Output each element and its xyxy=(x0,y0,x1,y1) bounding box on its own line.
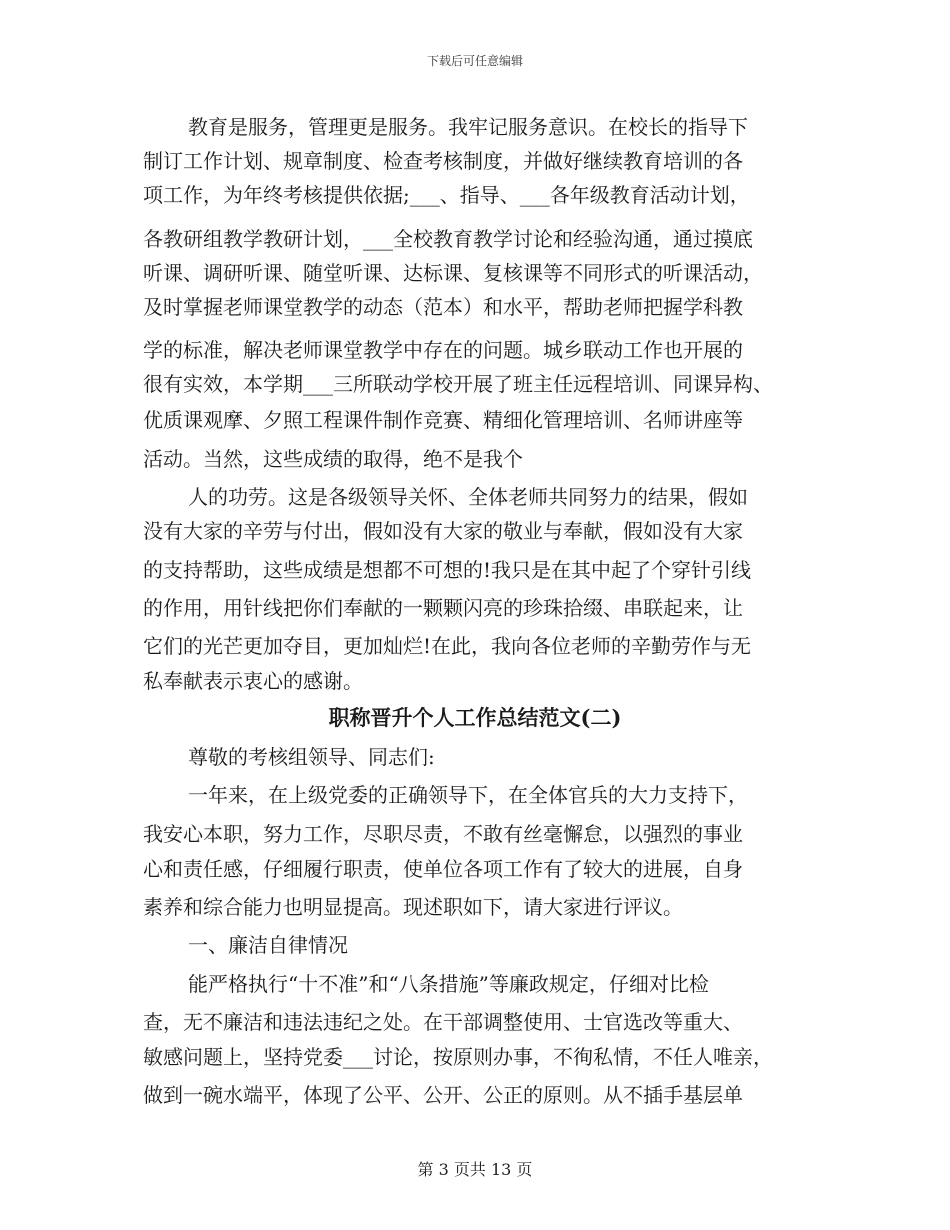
text-line: 敏感问题上，坚持党委___讨论，按原则办事，不徇私情，不任人唯亲， xyxy=(143,1045,773,1069)
section-title: 职称晋升个人工作总结范文(二) xyxy=(328,705,622,730)
text-line: 项工作，为年终考核提供依据;___、指导、___各年级教育活动计划， xyxy=(143,183,750,207)
text-line: 做到一碗水端平，体现了公平、公开、公正的原则。从不插手基层单 xyxy=(143,1083,743,1107)
page-header: 下载后可任意编辑 xyxy=(426,54,523,68)
text-line: 活动。当然，这些成绩的取得，绝不是我个 xyxy=(143,447,523,471)
text-line: 一年来，在上级党委的正确领导下，在全体官兵的大力支持下， xyxy=(188,783,748,807)
text-line: 听课、调研听课、随堂听课、达标课、复核课等不同形式的听课活动， xyxy=(143,261,763,285)
text-line: 查，无不廉洁和违法违纪之处。在干部调整使用、士官选改等重大、 xyxy=(143,1010,743,1034)
text-line: 制订工作计划、规章制度、检查考核制度，并做好继续教育培训的各 xyxy=(143,149,743,173)
text-line: 素养和综合能力也明显提高。现述职如下，请大家进行评议。 xyxy=(143,895,683,919)
text-line: 及时掌握老师课堂教学的动态（范本）和水平，帮助老师把握学科教 xyxy=(143,295,743,319)
text-line: 没有大家的辛劳与付出，假如没有大家的敬业与奉献，假如没有大家 xyxy=(143,519,743,543)
text-line: 我安心本职，努力工作，尽职尽责，不敢有丝毫懈怠，以强烈的事业 xyxy=(143,822,743,846)
text-line: 学的标准，解决老师课堂教学中存在的问题。城乡联动工作也开展的 xyxy=(143,338,743,362)
text-line: 很有实效，本学期___三所联动学校开展了班主任远程培训、同课异构、 xyxy=(143,372,773,396)
text-line: 私奉献表示衷心的感谢。 xyxy=(143,669,363,693)
text-line: 人的功劳。这是各级领导关怀、全体老师共同努力的结果，假如 xyxy=(188,485,748,509)
text-line: 的支持帮助，这些成绩是想都不可想的!我只是在其中起了个穿针引线 xyxy=(143,558,752,582)
text-line: 优质课观摩、夕照工程课件制作竞赛、精细化管理培训、名师讲座等 xyxy=(143,408,743,432)
subheading: 一、廉洁自律情况 xyxy=(188,933,348,957)
text-line: 的作用，用针线把你们奉献的一颗颗闪亮的珍珠拾缀、串联起来，让 xyxy=(143,596,743,620)
text-line: 教育是服务，管理更是服务。我牢记服务意识。在校长的指导下 xyxy=(188,115,748,139)
text-line: 心和责任感，仔细履行职责，使单位各项工作有了较大的进展，自身 xyxy=(143,857,743,881)
text-line: 能严格执行“十不准”和“八条措施”等廉政规定，仔细对比检 xyxy=(188,972,709,996)
text-line: 各教研组教学教研计划，___全校教育教学讨论和经验沟通，通过摸底 xyxy=(143,227,753,251)
text-line: 它们的光芒更加夺目，更加灿烂!在此，我向各位老师的辛勤劳作与无 xyxy=(143,634,752,658)
page-footer: 第 3 页共 13 页 xyxy=(417,1160,533,1179)
greeting: 尊敬的考核组领导、同志们: xyxy=(188,745,435,769)
